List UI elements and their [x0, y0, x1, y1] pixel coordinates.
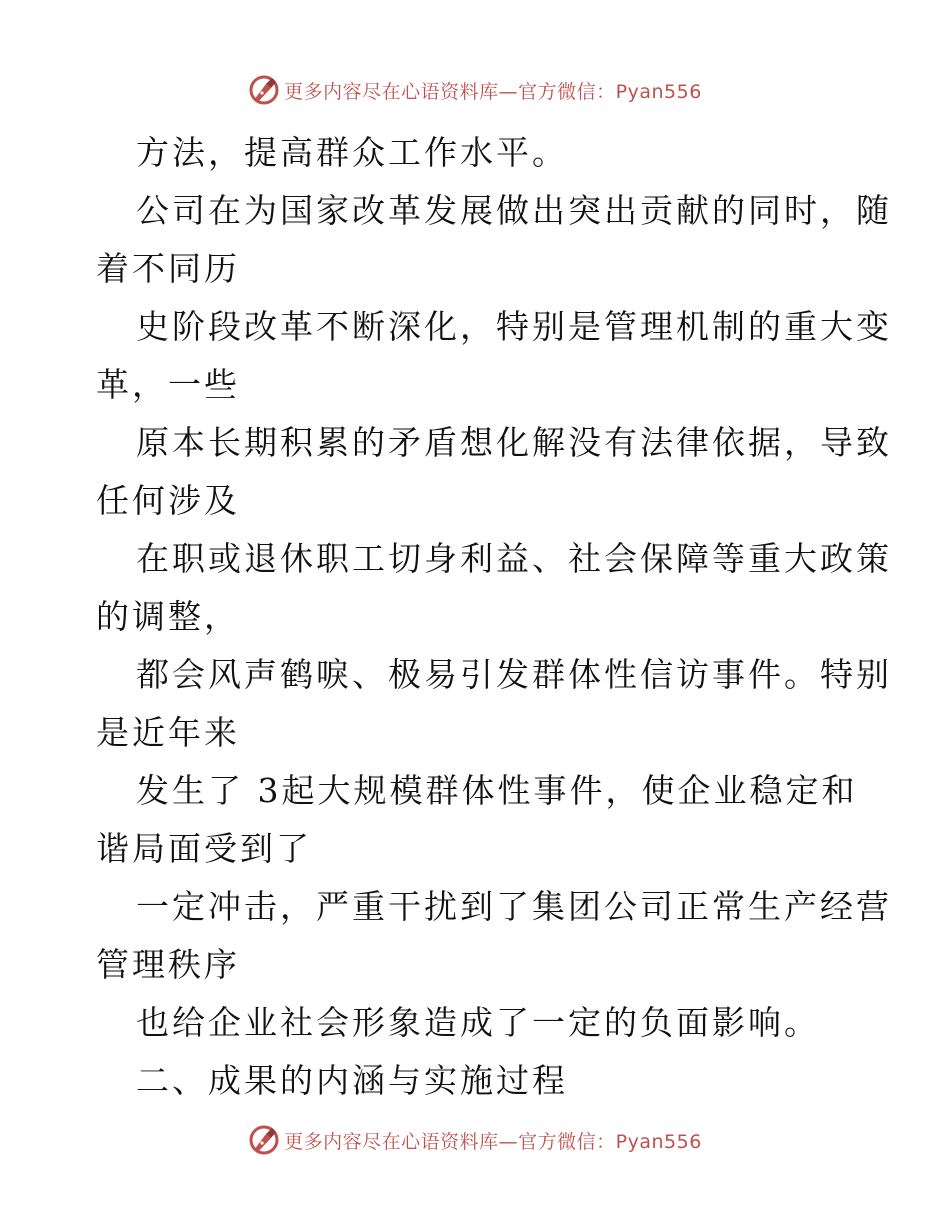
text-line: 发生了 3起大规模群体性事件，使企业稳定和: [136, 771, 858, 810]
text-line: 一定冲击，严重干扰到了集团公司正常生产经营: [136, 887, 892, 926]
watermark-text: 更多内容尽在心语资料库—官方微信：Pyan556: [284, 1130, 702, 1153]
text-line: 也给企业社会形象造成了一定的负面影响。: [136, 1003, 820, 1042]
document-body: [96, 124, 892, 1110]
text-line: 是近年来: [96, 713, 240, 752]
text-line: 任何涉及: [96, 481, 240, 520]
text-line: 方法，提高群众工作水平。: [136, 133, 568, 172]
text-line: 史阶段改革不断深化，特别是管理机制的重大变: [136, 307, 892, 346]
text-line: 都会风声鹤唳、极易引发群体性信访事件。特别: [136, 655, 892, 694]
text-line: 着不同历: [96, 249, 240, 288]
header-watermark: [0, 70, 950, 110]
footer-watermark: [0, 1120, 950, 1160]
pen-nib-circle-icon: [248, 1124, 280, 1156]
text-line: 谐局面受到了: [96, 829, 312, 868]
section-heading: 二、成果的内涵与实施过程: [136, 1061, 568, 1100]
text-line: 公司在为国家改革发展做出突出贡献的同时，随: [136, 191, 892, 230]
watermark-text: 更多内容尽在心语资料库—官方微信：Pyan556: [284, 80, 702, 103]
text-line: 原本长期积累的矛盾想化解没有法律依据，导致: [136, 423, 892, 462]
text-line: 的调整，: [96, 597, 240, 636]
pen-nib-circle-icon: [248, 74, 280, 106]
text-line: 在职或退休职工切身利益、社会保障等重大政策: [136, 539, 892, 578]
text-line: 革，一些: [96, 365, 240, 404]
text-line: 管理秩序: [96, 945, 240, 984]
